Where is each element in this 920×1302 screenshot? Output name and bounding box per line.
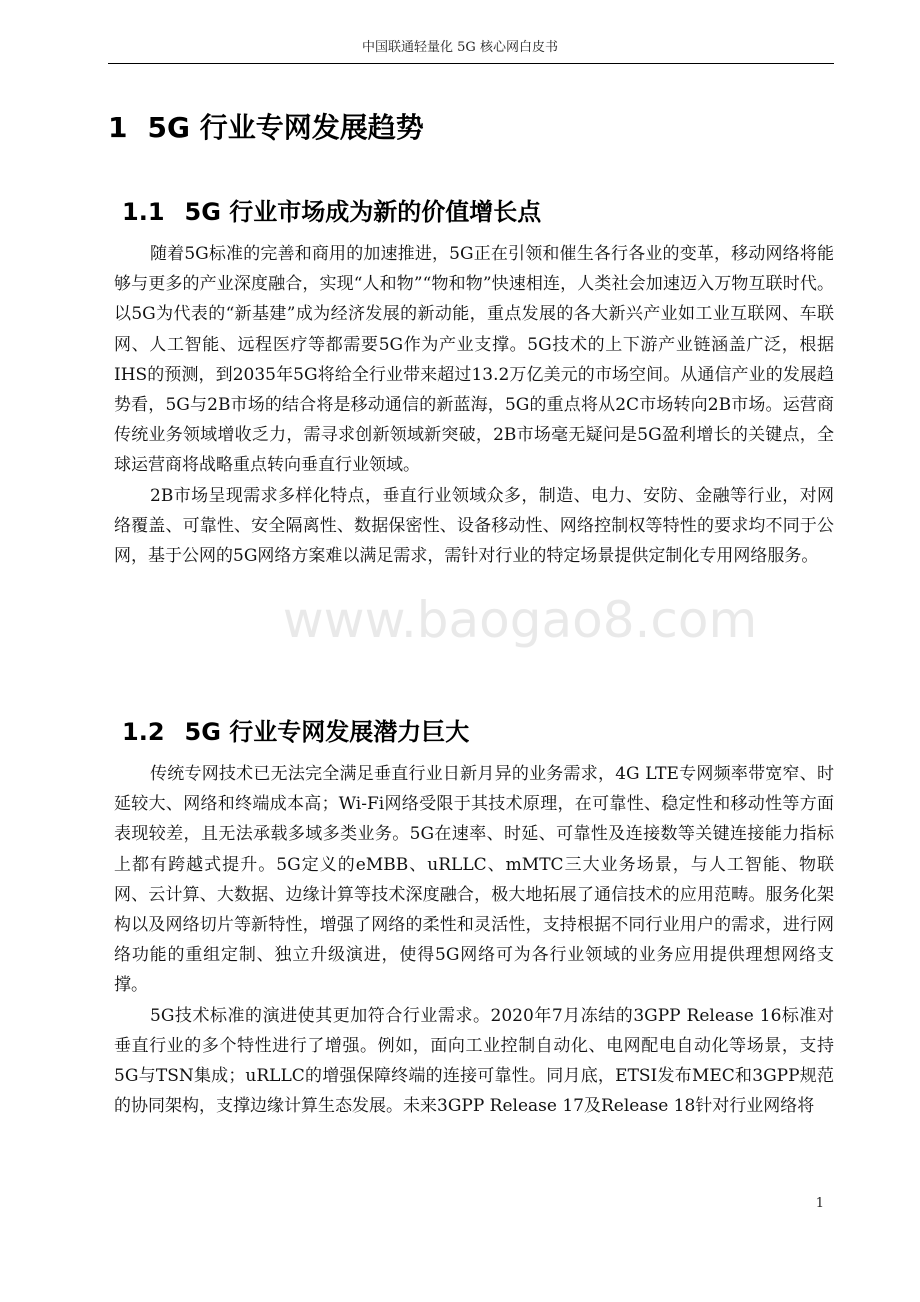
section-number: 1.2: [122, 718, 165, 746]
section-heading-1-2: [122, 716, 469, 748]
chapter-title: 5G 行业专网发展趋势: [147, 111, 424, 144]
paragraph: 传统专网技术已无法完全满足垂直行业日新月异的业务需求，4G LTE专网频率带宽窄、时延较大、网络和终端成本高；Wi-Fi网络受限于其技术原理，在可靠性、稳定性和移动性等方面表现较差，且无法承载多域多类业务。5G在速率、时延、可靠性及连接数等关键连接能力指标上都有跨越式提升。5G定义的eMBB、uRLLC、mMTC三大业务场景，与人工智能、物联网、云计算、大数据、边缘计算等技术深度融合，极大地拓展了通信技术的应用范畴。服务化架构以及网络切片等新特性，增强了网络的柔性和灵活性，支持根据不同行业用户的需求，进行网络功能的重组定制、独立升级演进，使得5G网络可为各行业领域的业务应用提供理想网络支撑。: [114, 764, 834, 996]
section-title: 5G 行业市场成为新的价值增长点: [184, 198, 542, 226]
running-header: 中国联通轻量化 5G 核心网白皮书: [362, 40, 558, 55]
section-number: 1.1: [122, 198, 165, 226]
page-number: 1: [815, 1196, 824, 1211]
paragraph: 2B市场呈现需求多样化特点，垂直行业领域众多，制造、电力、安防、金融等行业，对网络覆盖、可靠性、安全隔离性、数据保密性、设备移动性、网络控制权等特性的要求均不同于公网，基于公网的5G网络方案难以满足需求，需针对行业的特定场景提供定制化专用网络服务。: [114, 485, 834, 567]
section-heading-1-1: [122, 196, 541, 228]
section-title: 5G 行业专网发展潜力巨大: [184, 718, 470, 746]
paragraph: 5G技术标准的演进使其更加符合行业需求。2020年7月冻结的3GPP Release 16标准对垂直行业的多个特性进行了增强。例如，面向工业控制自动化、电网配电自动化等场景，支持5G与TSN集成；uRLLC的增强保障终端的连接可靠性。同月底，ETSI发布MEC和3GPP规范的协同架构，支撑边缘计算生态发展。未来3GPP Release 17及Release 18针对行业网络将: [114, 1005, 834, 1117]
header-rule: [108, 63, 834, 64]
paragraph: 随着5G标准的完善和商用的加速推进，5G正在引领和催生各行各业的变革，移动网络将能够与更多的产业深度融合，实现“人和物”“物和物”快速相连，人类社会加速迈入万物互联时代。以5G为代表的“新基建”成为经济发展的新动能，重点发展的各大新兴产业如工业互联网、车联网、人工智能、远程医疗等都需要5G作为产业支撑。5G技术的上下游产业链涵盖广泛，根据IHS的预测，到2035年5G将给全行业带来超过13.2万亿美元的市场空间。从通信产业的发展趋势看，5G与2B市场的结合将是移动通信的新蓝海，5G的重点将从2C市场转向2B市场。运营商传统业务领域增收乏力，需寻求创新领域新突破，2B市场毫无疑问是5G盈利增长的关键点，全球运营商将战略重点转向垂直行业领域。: [114, 244, 834, 476]
chapter-heading: [108, 110, 424, 146]
section-1-1-body: [114, 239, 834, 571]
section-1-2-body: [114, 759, 834, 1121]
chapter-number: 1: [108, 111, 128, 144]
watermark: www.baogao8.com: [282, 591, 758, 649]
